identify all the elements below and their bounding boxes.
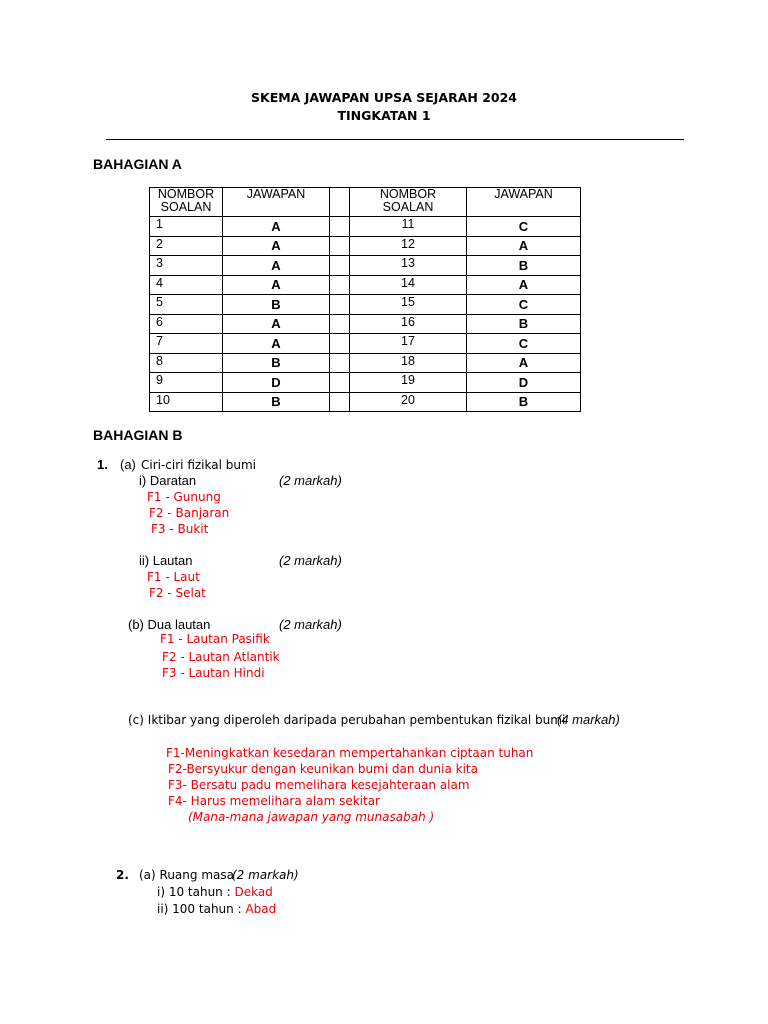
q1a-ii-marks: (2 markah) xyxy=(279,553,342,568)
question-number: 5 xyxy=(150,295,223,315)
answer-letter: A xyxy=(223,236,330,256)
answer-letter: A xyxy=(223,314,330,334)
q1a-ii-label: ii) Lautan xyxy=(139,553,193,568)
spacer-cell xyxy=(330,256,350,276)
question-number: 17 xyxy=(350,334,467,354)
q1a-i-answer-1: F1 - Gunung xyxy=(147,490,221,504)
q1c-answer-2: F2-Bersyukur dengan keunikan bumi dan dunia kita xyxy=(168,762,478,776)
answer-letter: A xyxy=(467,236,581,256)
question-number: 3 xyxy=(150,256,223,276)
answer-letter: C xyxy=(467,334,581,354)
question-number: 9 xyxy=(150,373,223,393)
header-jawapan-2: JAWAPAN xyxy=(467,188,581,217)
table-row xyxy=(150,275,581,295)
q1a-text: Ciri-ciri fizikal bumi xyxy=(141,458,257,472)
q2a-label: (a) Ruang masa xyxy=(139,868,234,882)
section-a-heading: BAHAGIAN A xyxy=(93,156,182,172)
answer-letter: D xyxy=(223,373,330,393)
table-row xyxy=(150,392,581,412)
spacer-cell xyxy=(330,188,350,217)
answer-letter: A xyxy=(223,334,330,354)
question-number: 13 xyxy=(350,256,467,276)
q1b-answer-2: F2 - Lautan Atlantik xyxy=(162,650,280,664)
q2a-i-answer: Dekad xyxy=(234,885,273,899)
q1c-marks: (4 markah) xyxy=(557,712,620,727)
spacer-cell xyxy=(330,314,350,334)
answer-letter: B xyxy=(223,295,330,315)
answer-letter: A xyxy=(467,353,581,373)
table-row xyxy=(150,353,581,373)
q2a-marks: (2 markah) xyxy=(232,868,299,882)
spacer-cell xyxy=(330,295,350,315)
answer-letter: D xyxy=(467,373,581,393)
table-row xyxy=(150,295,581,315)
q1a-ii-answer-1: F1 - Laut xyxy=(147,570,200,584)
spacer-cell xyxy=(330,353,350,373)
table-row xyxy=(150,334,581,354)
q1b-answer-1: F1 - Lautan Pasifik xyxy=(160,632,270,646)
q2a-ii-answer: Abad xyxy=(245,902,277,916)
answer-letter: B xyxy=(467,256,581,276)
question-number: 20 xyxy=(350,392,467,412)
q2a-i-label: i) 10 tahun : xyxy=(157,885,235,899)
question-number: 12 xyxy=(350,236,467,256)
q1b-marks: (2 markah) xyxy=(279,617,342,632)
q1b-answer-3: F3 - Lautan Hindi xyxy=(162,666,265,680)
q2a-i xyxy=(157,885,273,899)
q1c-answer-4: F4- Harus memelihara alam sekitar xyxy=(168,794,380,808)
answer-letter: C xyxy=(467,217,581,237)
table-header-row xyxy=(150,188,581,217)
question-number: 11 xyxy=(350,217,467,237)
question-number: 18 xyxy=(350,353,467,373)
question-2-number: 2. xyxy=(116,868,129,882)
answer-letter: B xyxy=(467,392,581,412)
question-number: 10 xyxy=(150,392,223,412)
question-number: 19 xyxy=(350,373,467,393)
header-nombor-1: NOMBOR SOALAN xyxy=(150,188,223,217)
question-number: 14 xyxy=(350,275,467,295)
answer-letter: C xyxy=(467,295,581,315)
spacer-cell xyxy=(330,392,350,412)
answer-letter: A xyxy=(223,256,330,276)
table-row xyxy=(150,236,581,256)
q1a-i-marks: (2 markah) xyxy=(279,473,342,488)
answer-letter: B xyxy=(223,353,330,373)
header-nombor-2: NOMBOR SOALAN xyxy=(350,188,467,217)
q2a-ii-label: ii) 100 tahun : xyxy=(157,902,246,916)
table-row xyxy=(150,373,581,393)
q1a-label: (a) xyxy=(120,457,136,472)
question-number: 6 xyxy=(150,314,223,334)
table-row xyxy=(150,217,581,237)
answer-letter: A xyxy=(467,275,581,295)
q1a-i-answer-3: F3 - Bukit xyxy=(151,522,209,536)
answer-letter: B xyxy=(223,392,330,412)
question-number: 1 xyxy=(150,217,223,237)
answer-table xyxy=(149,187,581,412)
q1c-answer-1: F1-Meningkatkan kesedaran mempertahankan ciptaan tuhan xyxy=(166,746,534,760)
spacer-cell xyxy=(330,236,350,256)
section-b-heading: BAHAGIAN B xyxy=(93,427,183,443)
q1c-answer-3: F3- Bersatu padu memelihara kesejahteraan alam xyxy=(168,778,470,792)
answer-letter: A xyxy=(223,275,330,295)
question-number: 15 xyxy=(350,295,467,315)
table-row xyxy=(150,314,581,334)
spacer-cell xyxy=(330,275,350,295)
q1c-label: (c) Iktibar yang diperoleh daripada perubahan pembentukan fizikal bumi xyxy=(128,713,566,727)
page-title: SKEMA JAWAPAN UPSA SEJARAH 2024 xyxy=(251,90,517,105)
q2a-ii xyxy=(157,902,276,916)
spacer-cell xyxy=(330,217,350,237)
q1a-i-label: i) Daratan xyxy=(139,473,197,488)
question-number: 16 xyxy=(350,314,467,334)
question-number: 7 xyxy=(150,334,223,354)
table-row xyxy=(150,256,581,276)
title-divider xyxy=(106,139,684,140)
q1a-i-answer-2: F2 - Banjaran xyxy=(149,506,230,520)
q1a-ii-answer-2: F2 - Selat xyxy=(149,586,206,600)
spacer-cell xyxy=(330,373,350,393)
question-number: 4 xyxy=(150,275,223,295)
spacer-cell xyxy=(330,334,350,354)
question-number: 2 xyxy=(150,236,223,256)
question-number: 8 xyxy=(150,353,223,373)
q1c-note: (Mana-mana jawapan yang munasabah ) xyxy=(188,810,435,824)
answer-letter: B xyxy=(467,314,581,334)
header-jawapan-1: JAWAPAN xyxy=(223,188,330,217)
page-subtitle: TINGKATAN 1 xyxy=(337,108,431,123)
question-1-number: 1. xyxy=(97,457,108,472)
q1b-label: (b) Dua lautan xyxy=(128,617,211,632)
answer-letter: A xyxy=(223,217,330,237)
